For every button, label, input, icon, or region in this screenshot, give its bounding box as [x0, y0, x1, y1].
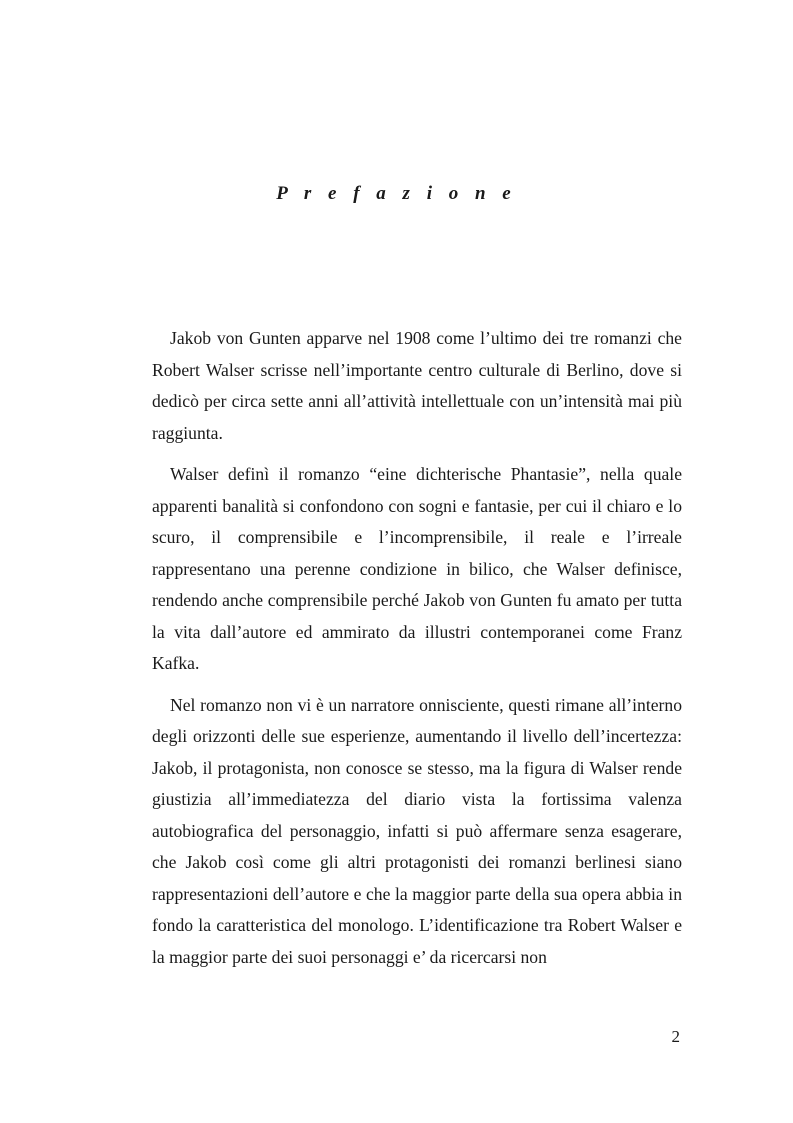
- body-text: [152, 323, 682, 983]
- paragraph-3: Nel romanzo non vi è un narratore onnisciente, questi rimane all’interno degli orizzonti delle sue esperienze, aumentando il livello dell’incertezza: Jakob, il protagonista, non conosce se stesso, ma la figura di Walser rende giustizia all’immediatezza del diario vista la fortissima valenza autobiografica del personaggio, infatti si può affermare senza esagerare, che Jakob così come gli altri protagonisti dei romanzi berlinesi siano rappresentazioni dell’autore e che la maggior parte della sua opera abbia in fondo la caratteristica del monologo. L’identificazione tra Robert Walser e la maggior parte dei suoi personaggi e’ da ricercarsi non: [152, 694, 682, 967]
- page-number: 2: [671, 1027, 680, 1046]
- paragraph-2: Walser definì il romanzo “eine dichterische Phantasie”, nella quale apparenti banalità si confondono con sogni e fantasie, per cui il chiaro e lo scuro, il comprensibile e l’incomprensibile, il reale e l’irreale rappresentano una perenne condizione in bilico, che Walser definisce, rendendo anche comprensibile perché Jakob von Gunten fu amato per tutta la vita dall’autore ed ammirato da illustri contemporanei come Franz Kafka.: [152, 464, 682, 673]
- paragraph-1: Jakob von Gunten apparve nel 1908 come l’ultimo dei tre romanzi che Robert Walser scrisse nell’importante centro culturale di Berlino, dove si dedicò per circa sette anni all’attività intellettuale con un’intensità mai più raggiunta.: [152, 328, 682, 443]
- chapter-title: P r e f a z i o n e: [276, 183, 517, 204]
